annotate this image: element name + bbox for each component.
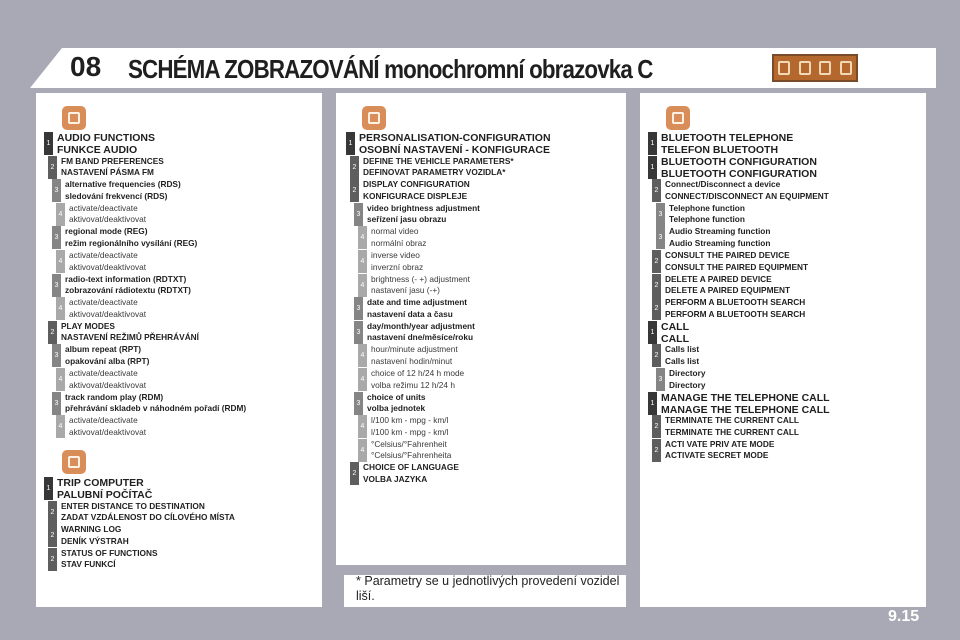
label-english: CONSULT THE PAIRED DEVICE — [665, 250, 790, 260]
menu-item-text — [65, 274, 191, 297]
label-czech: přehrávání skladeb v náhodném pořadí (RDM) — [65, 403, 247, 414]
label-english: date and time adjustment — [367, 297, 468, 308]
label-english: day/month/year adjustment — [367, 320, 475, 331]
menu-item-text — [61, 156, 164, 179]
menu-item-level-3 — [354, 203, 480, 226]
label-english: activate/deactivate — [69, 368, 138, 378]
menu-item-text — [65, 392, 246, 415]
level-badge: 4 — [56, 250, 65, 273]
label-english: Telephone function — [669, 202, 745, 213]
level-badge: 3 — [52, 226, 61, 249]
label-english: TERMINATE THE CURRENT CALL — [665, 415, 799, 426]
menu-item-text — [669, 226, 770, 249]
menu-item-text — [661, 132, 793, 156]
label-czech: nastavení dne/měsíce/roku — [367, 332, 474, 343]
menu-item-text — [363, 179, 470, 202]
level-badge: 4 — [358, 250, 367, 273]
label-czech: aktivovat/deaktivovat — [69, 379, 147, 390]
audio-icon — [62, 106, 86, 130]
label-czech: Calls list — [665, 355, 700, 366]
menu-item-text — [371, 439, 451, 462]
menu-item-text — [69, 415, 146, 438]
label-czech: režim regionálního vysílání (REG) — [65, 237, 198, 248]
menu-item-level-2 — [652, 274, 790, 297]
menu-item-level-2 — [652, 344, 699, 367]
level-badge: 3 — [52, 344, 61, 367]
level-badge: 4 — [358, 415, 367, 438]
level-badge: 3 — [354, 203, 363, 226]
level-badge: 4 — [358, 439, 367, 462]
menu-item-level-2 — [652, 179, 829, 202]
menu-item-text — [665, 439, 774, 462]
level-badge: 2 — [48, 501, 57, 524]
label-czech: PALUBNÍ POČÍTAČ — [57, 489, 153, 501]
page-title: SCHÉMA ZOBRAZOVÁNÍ monochromní obrazovka C — [128, 54, 653, 84]
level-badge: 4 — [358, 226, 367, 249]
menu-item-text — [669, 368, 705, 391]
menu-item-text — [661, 156, 817, 180]
label-czech: STAV FUNKCÍ — [61, 559, 116, 570]
level-badge: 3 — [52, 179, 61, 202]
menu-item-text — [367, 321, 475, 344]
label-english: WARNING LOG — [61, 524, 122, 535]
level-badge: 2 — [652, 415, 661, 438]
label-english: PLAY MODES — [61, 320, 115, 331]
label-english: choice of units — [367, 391, 426, 402]
menu-item-level-2 — [48, 524, 129, 547]
level-badge: 3 — [52, 274, 61, 297]
menu-item-level-3 — [52, 274, 191, 297]
menu-item-level-3 — [52, 226, 197, 249]
label-english: l/100 km - mpg - km/l — [371, 415, 449, 426]
label-english: activate/deactivate — [69, 415, 138, 426]
level-badge: 2 — [48, 548, 57, 571]
menu-item-level-4 — [56, 203, 146, 226]
audio-mini-icon — [778, 61, 790, 75]
label-english: °Celsius/°Fahrenheit — [371, 438, 447, 449]
level-badge: 4 — [56, 297, 65, 320]
level-badge: 3 — [656, 203, 665, 226]
menu-item-text — [65, 226, 197, 249]
label-english: ACTI VATE PRIV ATE MODE — [665, 438, 775, 449]
menu-item-text — [371, 368, 464, 391]
level-badge: 2 — [350, 156, 359, 179]
label-czech: Audio Streaming function — [669, 237, 771, 248]
level-badge: 4 — [358, 274, 367, 297]
menu-item-text — [665, 297, 805, 320]
label-english: PERFORM A BLUETOOTH SEARCH — [665, 297, 806, 308]
level-badge: 3 — [354, 392, 363, 415]
menu-item-level-2 — [48, 548, 157, 571]
menu-item-text — [665, 274, 790, 297]
level-badge: 2 — [652, 439, 661, 462]
level-badge: 2 — [652, 297, 661, 320]
label-czech: opakování alba (RPT) — [65, 355, 150, 366]
label-english: MANAGE THE TELEPHONE CALL — [661, 391, 830, 404]
menu-item-text — [665, 344, 699, 367]
label-english: PERSONALISATION-CONFIGURATION — [359, 132, 551, 144]
label-czech: DENÍK VÝSTRAH — [61, 535, 129, 546]
label-czech: MANAGE THE TELEPHONE CALL — [661, 403, 830, 416]
menu-item-level-3 — [656, 368, 705, 391]
label-english: activate/deactivate — [69, 297, 138, 308]
menu-item-level-3 — [354, 321, 475, 344]
label-czech: NASTAVENÍ PÁSMA FM — [61, 167, 154, 178]
menu-item-text — [367, 203, 480, 226]
label-english: activate/deactivate — [69, 202, 138, 213]
menu-item-text — [65, 179, 181, 202]
level-badge: 1 — [648, 392, 657, 415]
menu-item-text — [665, 250, 808, 273]
menu-item-level-4 — [358, 368, 464, 391]
menu-item-text — [61, 321, 199, 344]
label-czech: aktivovat/deaktivovat — [69, 261, 147, 272]
label-czech: volba jednotek — [367, 403, 426, 414]
label-czech: °Celsius/°Fahrenheita — [371, 450, 452, 461]
label-english: FM BAND PREFERENCES — [61, 155, 164, 166]
menu-item-level-2 — [652, 250, 808, 273]
level-badge: 1 — [648, 321, 657, 344]
bluetooth-telephone-icon — [666, 106, 690, 130]
label-czech: OSOBNÍ NASTAVENÍ - KONFIGURACE — [359, 144, 550, 156]
menu-item-level-2 — [652, 439, 774, 462]
menu-item-text — [367, 392, 426, 415]
level-badge: 2 — [652, 274, 661, 297]
label-czech: CALL — [661, 332, 689, 345]
label-english: Audio Streaming function — [669, 226, 771, 237]
trip-mini-icon — [819, 61, 831, 75]
menu-item-level-3 — [354, 392, 426, 415]
menu-item-level-2 — [48, 501, 235, 524]
menu-item-level-3 — [52, 392, 246, 415]
menu-item-level-3 — [52, 179, 181, 202]
menu-item-text — [65, 344, 149, 367]
page-number: 9.15 — [888, 608, 920, 625]
label-czech: aktivovat/deaktivovat — [69, 308, 147, 319]
label-english: TRIP COMPUTER — [57, 477, 144, 489]
level-badge: 1 — [346, 132, 355, 155]
label-english: AUDIO FUNCTIONS — [57, 132, 155, 144]
label-english: DELETE A PAIRED DEVICE — [665, 273, 772, 284]
menu-item-text — [665, 179, 829, 202]
menu-item-level-4 — [358, 226, 426, 249]
menu-item-level-1 — [44, 132, 155, 156]
menu-item-level-1 — [44, 477, 152, 501]
level-badge: 1 — [44, 477, 53, 500]
menu-item-text — [61, 548, 157, 571]
label-english: normal video — [371, 226, 419, 237]
chapter-number: 08 — [70, 51, 102, 82]
menu-item-level-2 — [652, 297, 805, 320]
label-czech: nastavení jasu (-+) — [371, 285, 440, 296]
menu-item-level-2 — [48, 321, 199, 344]
label-english: DEFINE THE VEHICLE PARAMETERS* — [363, 155, 514, 166]
label-czech: ACTIVATE SECRET MODE — [665, 450, 769, 461]
label-czech: ZADAT VZDÁLENOST DO CÍLOVÉHO MÍSTA — [61, 512, 235, 523]
label-czech: PERFORM A BLUETOOTH SEARCH — [665, 308, 806, 319]
menu-item-level-3 — [52, 344, 149, 367]
personalisation-mini-icon — [799, 61, 811, 75]
label-english: choice of 12 h/24 h mode — [371, 368, 465, 378]
level-badge: 2 — [652, 250, 661, 273]
menu-item-text — [665, 415, 799, 438]
label-czech: inverzní obraz — [371, 261, 424, 272]
level-badge: 1 — [44, 132, 53, 155]
personalisation-icon — [362, 106, 386, 130]
label-english: activate/deactivate — [69, 250, 138, 260]
menu-item-level-2 — [652, 415, 799, 438]
header-icons-strip — [772, 54, 858, 82]
label-czech: Telephone function — [669, 214, 745, 225]
level-badge: 3 — [354, 297, 363, 320]
label-czech: DELETE A PAIRED EQUIPMENT — [665, 285, 791, 296]
label-english: ENTER DISTANCE TO DESTINATION — [61, 500, 205, 511]
label-english: radio-text information (RDTXT) — [65, 273, 187, 284]
label-english: BLUETOOTH TELEPHONE — [661, 132, 794, 144]
menu-item-level-2 — [350, 156, 514, 179]
menu-item-text — [363, 462, 459, 485]
menu-item-text — [69, 297, 146, 320]
menu-item-level-4 — [56, 368, 146, 391]
label-english: regional mode (REG) — [65, 226, 148, 237]
menu-item-text — [661, 392, 830, 416]
menu-item-level-4 — [358, 439, 451, 462]
level-badge: 2 — [48, 321, 57, 344]
label-english: brightness (- +) adjustment — [371, 273, 470, 284]
level-badge: 2 — [652, 179, 661, 202]
label-czech: l/100 km - mpg - km/l — [371, 426, 449, 437]
level-badge: 3 — [656, 368, 665, 391]
label-czech: BLUETOOTH CONFIGURATION — [661, 167, 817, 180]
level-badge: 4 — [56, 368, 65, 391]
level-badge: 2 — [350, 179, 359, 202]
label-czech: KONFIGURACE DISPLEJE — [363, 190, 468, 201]
menu-item-level-3 — [656, 203, 745, 226]
label-english: track random play (RDM) — [65, 391, 164, 402]
label-czech: Directory — [669, 379, 706, 390]
level-badge: 3 — [656, 226, 665, 249]
label-czech: aktivovat/deaktivovat — [69, 214, 147, 225]
level-badge: 2 — [48, 156, 57, 179]
menu-item-level-3 — [656, 226, 770, 249]
label-czech: DEFINOVAT PARAMETRY VOZIDLA* — [363, 167, 506, 178]
menu-item-text — [367, 297, 467, 320]
level-badge: 4 — [358, 344, 367, 367]
footnote-mark: * — [356, 574, 361, 588]
menu-item-text — [57, 477, 152, 501]
menu-item-text — [61, 501, 235, 524]
telephone-mini-icon — [840, 61, 852, 75]
menu-item-text — [57, 132, 155, 156]
label-english: DISPLAY CONFIGURATION — [363, 179, 470, 190]
menu-item-level-4 — [56, 250, 146, 273]
menu-item-level-4 — [358, 415, 448, 438]
level-badge: 1 — [648, 132, 657, 155]
menu-item-level-4 — [56, 297, 146, 320]
menu-item-level-1 — [648, 156, 817, 180]
menu-item-text — [359, 132, 551, 156]
menu-item-text — [69, 368, 146, 391]
label-czech: TERMINATE THE CURRENT CALL — [665, 426, 799, 437]
label-czech: CONSULT THE PAIRED EQUIPMENT — [665, 261, 809, 272]
label-czech: CONNECT/DISCONNECT AN EQUIPMENT — [665, 190, 829, 201]
label-czech: seřízení jasu obrazu — [367, 214, 447, 225]
label-czech: sledování frekvencí (RDS) — [65, 190, 168, 201]
menu-item-level-4 — [358, 344, 458, 367]
menu-item-text — [661, 321, 689, 345]
menu-item-text — [61, 524, 129, 547]
level-badge: 1 — [648, 156, 657, 179]
menu-item-text — [371, 250, 423, 273]
menu-item-text — [371, 415, 448, 438]
label-czech: nastavení data a času — [367, 308, 453, 319]
menu-item-level-2 — [350, 179, 470, 202]
menu-item-level-4 — [358, 250, 423, 273]
menu-item-text — [669, 203, 745, 226]
label-czech: NASTAVENÍ REŽIMŮ PŘEHRÁVÁNÍ — [61, 332, 199, 343]
label-english: inverse video — [371, 250, 420, 260]
label-english: Calls list — [665, 344, 700, 355]
menu-item-level-4 — [358, 274, 470, 297]
label-english: album repeat (RPT) — [65, 344, 142, 355]
label-czech: nastavení hodin/minut — [371, 355, 453, 366]
menu-item-text — [363, 156, 514, 179]
label-czech: TELEFON BLUETOOTH — [661, 144, 779, 156]
level-badge: 4 — [358, 368, 367, 391]
level-badge: 2 — [652, 344, 661, 367]
menu-item-level-1 — [648, 321, 689, 345]
footnote — [356, 574, 626, 604]
label-english: CHOICE OF LANGUAGE — [363, 462, 459, 473]
menu-item-level-2 — [48, 156, 164, 179]
level-badge: 3 — [354, 321, 363, 344]
level-badge: 4 — [56, 203, 65, 226]
label-english: Connect/Disconnect a device — [665, 179, 781, 190]
menu-item-level-3 — [354, 297, 467, 320]
label-czech: aktivovat/deaktivovat — [69, 426, 147, 437]
level-badge: 3 — [52, 392, 61, 415]
label-english: STATUS OF FUNCTIONS — [61, 547, 158, 558]
menu-item-text — [371, 226, 426, 249]
level-badge: 2 — [48, 524, 57, 547]
menu-item-level-2 — [350, 462, 459, 485]
label-english: CALL — [661, 320, 689, 333]
menu-item-level-1 — [648, 132, 793, 156]
label-english: video brightness adjustment — [367, 202, 480, 213]
level-badge: 2 — [350, 462, 359, 485]
label-czech: FUNKCE AUDIO — [57, 144, 138, 156]
menu-item-text — [69, 250, 146, 273]
label-english: Directory — [669, 368, 706, 378]
level-badge: 4 — [56, 415, 65, 438]
menu-item-text — [371, 274, 470, 297]
menu-item-text — [69, 203, 146, 226]
footnote-text: Parametry se u jednotlivých provedení vozidel liší. — [356, 574, 620, 603]
menu-item-text — [371, 344, 458, 367]
label-czech: VOLBA JAZYKA — [363, 473, 428, 484]
trip-computer-icon — [62, 450, 86, 474]
label-english: alternative frequencies (RDS) — [65, 179, 181, 190]
menu-item-level-1 — [648, 392, 830, 416]
menu-item-level-4 — [56, 415, 146, 438]
label-czech: normální obraz — [371, 237, 427, 248]
label-czech: zobrazování rádiotextu (RDTXT) — [65, 285, 191, 296]
label-english: BLUETOOTH CONFIGURATION — [661, 155, 817, 168]
label-english: hour/minute adjustment — [371, 344, 458, 355]
menu-item-level-1 — [346, 132, 551, 156]
label-czech: volba režimu 12 h/24 h — [371, 379, 455, 390]
